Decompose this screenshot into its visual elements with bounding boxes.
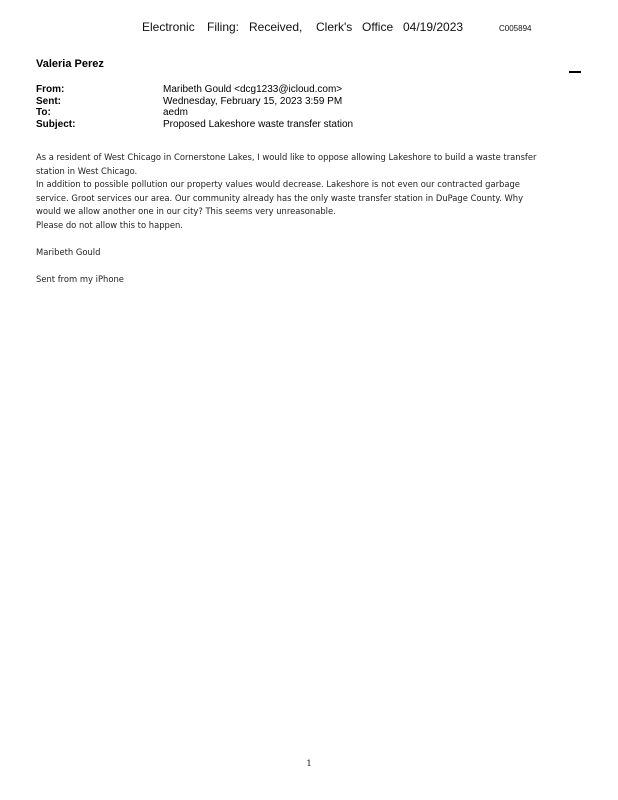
clerk-filing-stamp <box>0 20 618 38</box>
stamp-document-code: C005894 <box>499 24 532 33</box>
from-label: From: <box>36 84 65 95</box>
mailbox-owner-name: Valeria Perez <box>36 58 104 70</box>
stamp-word-clerks: Clerk's <box>316 20 353 34</box>
dash-mark <box>569 71 581 73</box>
stamp-word-filing: Filing: <box>207 20 240 34</box>
to-value: aedm <box>163 107 189 118</box>
sent-from-note: Sent from my iPhone <box>36 273 124 284</box>
body-line: would we allow another one in our city? This seems very unreasonable. <box>36 206 336 216</box>
body-line: As a resident of West Chicago in Cornerstone Lakes, I would like to oppose allowing Lakeshore to build a waste transfer <box>36 152 537 162</box>
stamp-date: 04/19/2023 <box>403 20 464 34</box>
email-body <box>36 151 576 286</box>
subject-label: Subject: <box>36 118 76 130</box>
body-line: service. Groot services our area. Our community already has the only waste transfer station in DuPage County. Why <box>36 192 524 203</box>
stamp-word-office: Office <box>362 20 394 34</box>
signature: Maribeth Gould <box>36 246 101 257</box>
from-value: Maribeth Gould <dcg1233@icloud.com> <box>163 84 343 95</box>
body-line: In addition to possible pollution our property values would decrease. Lakeshore is not even our contracted garbage <box>36 179 520 189</box>
stamp-word-electronic: Electronic <box>142 20 195 34</box>
body-line: Please do not allow this to happen. <box>36 219 183 230</box>
page-number: 1 <box>306 759 312 768</box>
sent-value: Wednesday, February 15, 2023 3:59 PM <box>163 95 343 107</box>
sent-label: Sent: <box>36 95 61 107</box>
stamp-word-received: Received, <box>249 20 303 34</box>
body-line: station in West Chicago. <box>36 165 138 176</box>
subject-value: Proposed Lakeshore waste transfer station <box>163 118 354 130</box>
to-label: To: <box>36 107 51 118</box>
